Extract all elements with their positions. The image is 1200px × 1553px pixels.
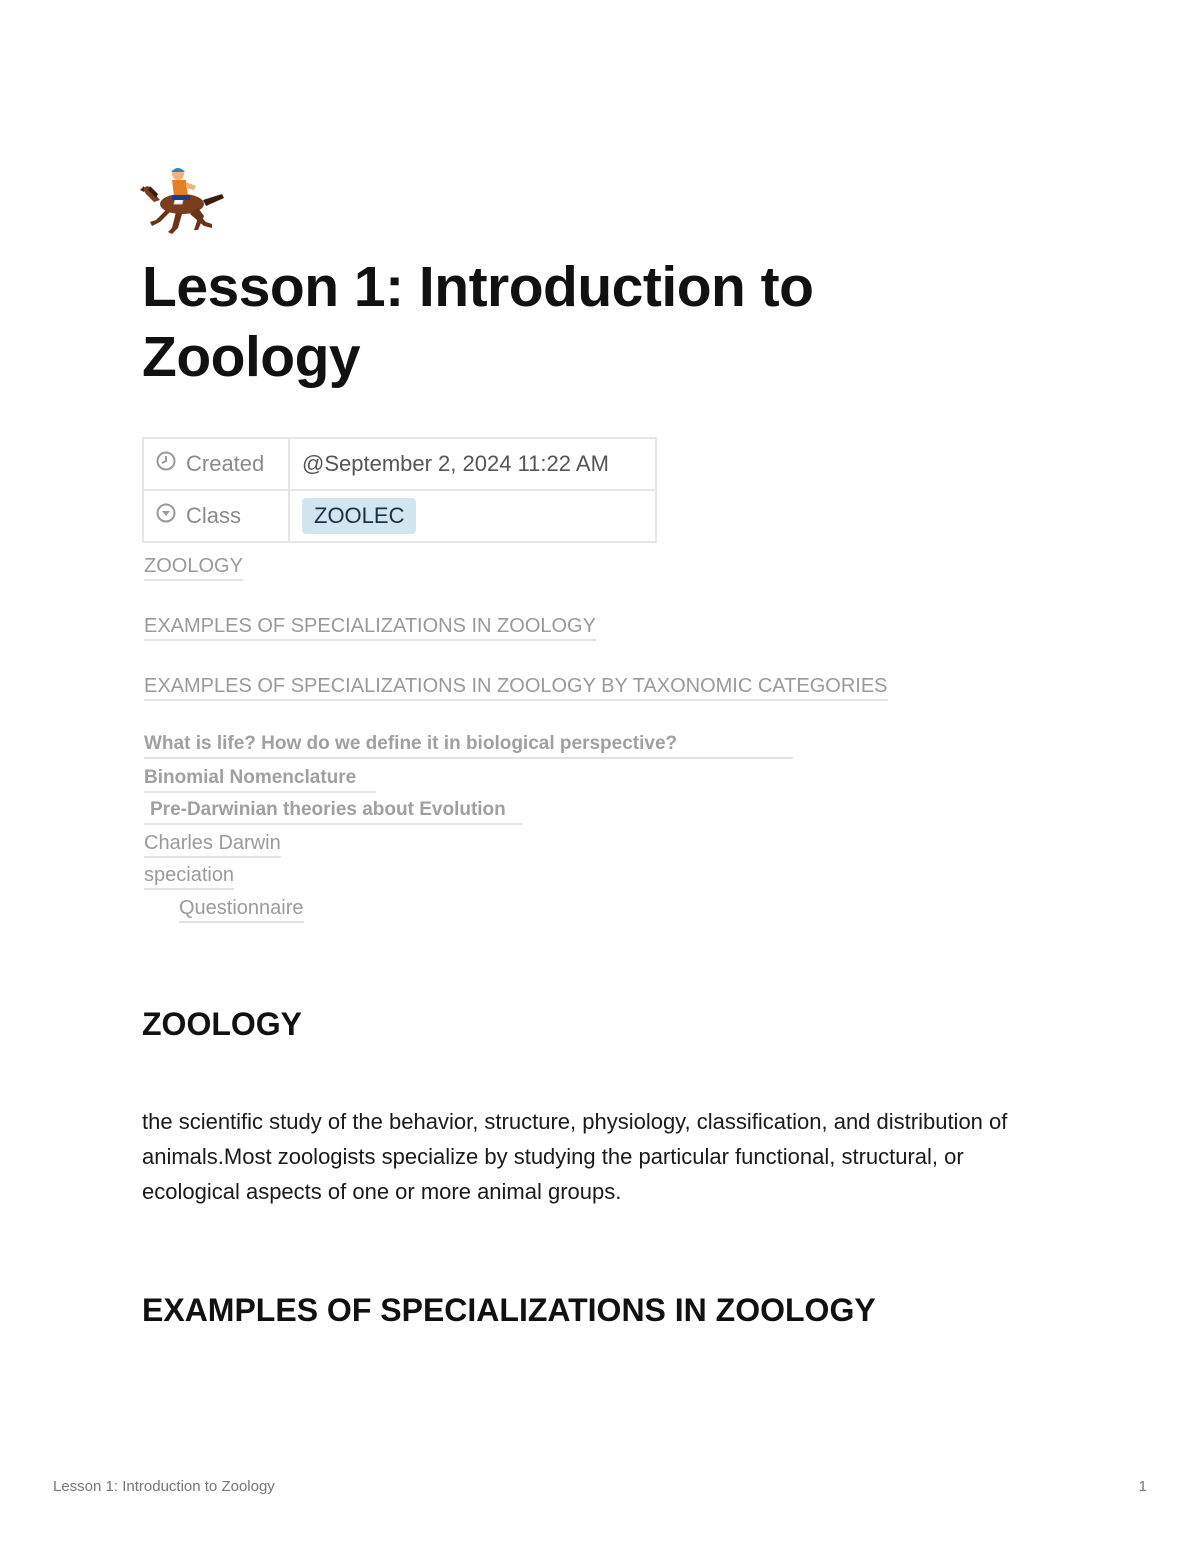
- property-key-class: Class: [186, 503, 242, 528]
- toc-link-questionnaire[interactable]: Questionnaire: [179, 895, 304, 923]
- select-icon: [156, 503, 176, 529]
- property-value-created[interactable]: @September 2, 2024 11:22 AM: [289, 438, 656, 490]
- toc-link-what-is-life[interactable]: What is life? How do we define it in biological perspective?: [144, 731, 793, 759]
- zoology-definition-paragraph: the scientific study of the behavior, structure, physiology, classification, and distribution of animals.Most zoologists specialize by studying the particular functional, structural, or ecological aspects of one or more animal groups.: [142, 1109, 1008, 1204]
- property-row-class: [143, 490, 656, 542]
- toc-link-binomial-nomenclature[interactable]: Binomial Nomenclature: [144, 765, 376, 793]
- section-heading-zoology: ZOOLOGY: [142, 1006, 302, 1042]
- toc-link-speciation[interactable]: speciation: [144, 862, 234, 890]
- page-title: Lesson 1: Introduction to Zoology: [142, 255, 814, 389]
- section-heading-specializations: EXAMPLES OF SPECIALIZATIONS IN ZOOLOGY: [142, 1292, 876, 1328]
- property-row-created: [143, 438, 656, 490]
- toc-link-zoology[interactable]: ZOOLOGY: [144, 553, 243, 581]
- property-key-created: Created: [186, 451, 265, 476]
- toc-link-charles-darwin[interactable]: Charles Darwin: [144, 830, 281, 858]
- class-tag[interactable]: ZOOLEC: [302, 498, 416, 534]
- toc-link-taxonomic-categories[interactable]: EXAMPLES OF SPECIALIZATIONS IN ZOOLOGY BY TAXONOMIC CATEGORIES: [144, 673, 888, 701]
- toc-link-pre-darwinian[interactable]: Pre-Darwinian theories about Evolution: [144, 797, 522, 825]
- toc-link-specializations[interactable]: EXAMPLES OF SPECIALIZATIONS IN ZOOLOGY: [144, 613, 596, 641]
- horse-racing-icon: [138, 164, 228, 238]
- footer-page-number: 1: [1138, 1478, 1147, 1495]
- properties-table: [142, 437, 657, 543]
- footer-document-title: Lesson 1: Introduction to Zoology: [53, 1478, 275, 1495]
- clock-icon: [156, 451, 176, 477]
